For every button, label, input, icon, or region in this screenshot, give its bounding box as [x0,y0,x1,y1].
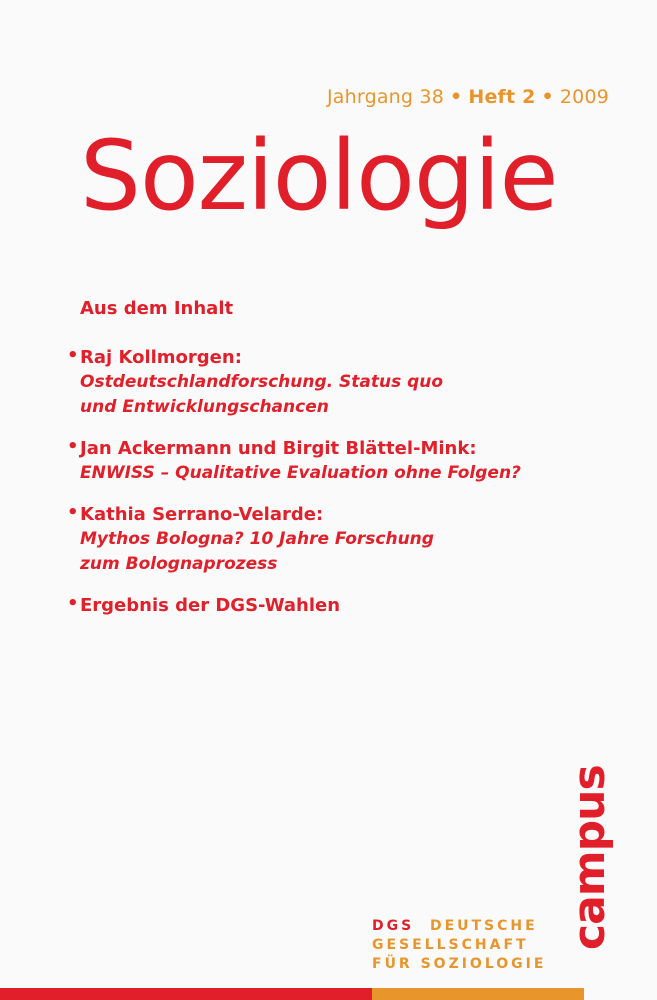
table-of-contents [67,298,587,634]
contents-entry[interactable] [67,345,587,420]
entry-title: Mythos Bologna? 10 Jahre Forschung [80,529,434,549]
entry-author: Kathia Serrano-Velarde: [80,504,324,525]
entry-title: ENWISS – Qualitative Evaluation ohne Folgen? [80,463,521,483]
issue-number: Heft 2 [468,86,536,108]
society-logo [372,917,546,974]
contents-entry[interactable] [67,502,587,577]
entry-author: Jan Ackermann und Birgit Blättel-Mink: [80,438,477,459]
entry-title: Ostdeutschlandforschung. Status quo [80,372,444,392]
entry-author: Raj Kollmorgen: [80,347,242,368]
bottom-bar-orange [372,988,584,1000]
society-abbr: DGS [372,918,415,934]
journal-title: Soziologie [80,120,558,232]
bullet: • [67,593,79,614]
entry-title-cont: und Entwicklungschancen [80,397,329,417]
issue-info [327,86,609,108]
issue-separator: • [450,86,463,108]
volume: Jahrgang 38 [327,86,444,108]
contents-entry[interactable] [67,436,587,486]
bullet: • [67,502,79,523]
contents-heading: Aus dem Inhalt [80,298,234,319]
bottom-bar-red [0,988,372,1000]
bullet: • [67,436,79,457]
publisher-logo: campus [564,765,615,950]
issue-separator: • [541,86,554,108]
contents-entry[interactable] [67,593,587,618]
entry-title-cont: zum Bolognaprozess [80,554,278,574]
society-name-line2: GESELLSCHAFT [372,937,529,953]
entry-author: Ergebnis der DGS-Wahlen [80,595,341,616]
bullet: • [67,345,79,366]
society-name-line1: DEUTSCHE [429,918,538,934]
society-name-line3: FÜR SOZIOLOGIE [372,956,547,972]
issue-year: 2009 [559,86,610,108]
